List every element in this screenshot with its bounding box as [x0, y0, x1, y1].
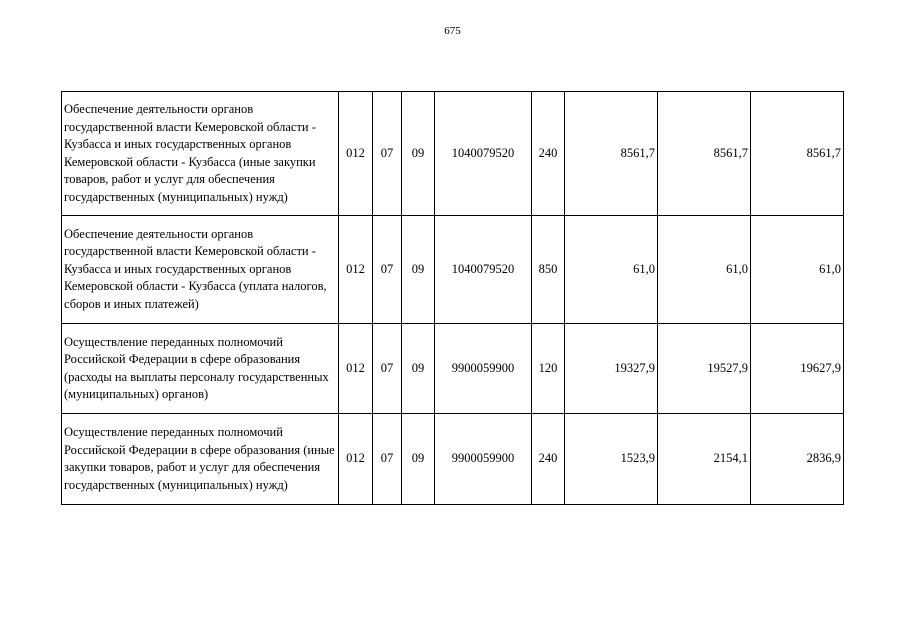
- subsection-code: 09: [402, 414, 435, 505]
- subsection-code: 09: [402, 92, 435, 216]
- amount-year-2: 19527,9: [658, 324, 751, 414]
- row-description: Осуществление переданных полномочий Российской Федерации в сфере образования (иные закупки товаров, работ и услуг для обеспечения государственных (муниципальных) нужд): [62, 414, 339, 505]
- section-code: 07: [373, 414, 402, 505]
- section-code: 07: [373, 216, 402, 324]
- budget-table: [61, 91, 844, 505]
- amount-year-2: 2154,1: [658, 414, 751, 505]
- amount-year-2: 8561,7: [658, 92, 751, 216]
- table-row: [62, 414, 844, 505]
- subsection-code: 09: [402, 216, 435, 324]
- page-number: 675: [444, 25, 461, 37]
- ministry-code: 012: [339, 324, 373, 414]
- amount-year-3: 2836,9: [751, 414, 844, 505]
- section-code: 07: [373, 92, 402, 216]
- amount-year-1: 61,0: [565, 216, 658, 324]
- ministry-code: 012: [339, 216, 373, 324]
- row-description: Осуществление переданных полномочий Российской Федерации в сфере образования (расходы на выплаты персоналу государственных (муниципальных) органов): [62, 324, 339, 414]
- table-row: [62, 324, 844, 414]
- amount-year-1: 19327,9: [565, 324, 658, 414]
- amount-year-3: 19627,9: [751, 324, 844, 414]
- expense-type-code: 120: [532, 324, 565, 414]
- expense-type-code: 240: [532, 414, 565, 505]
- amount-year-1: 8561,7: [565, 92, 658, 216]
- row-description: Обеспечение деятельности органов государственной власти Кемеровской области - Кузбасса и иных государственных органов Кемеровской области - Кузбасса (уплата налогов, сборов и иных платежей): [62, 216, 339, 324]
- amount-year-1: 1523,9: [565, 414, 658, 505]
- ministry-code: 012: [339, 414, 373, 505]
- amount-year-2: 61,0: [658, 216, 751, 324]
- target-article-code: 9900059900: [435, 324, 532, 414]
- section-code: 07: [373, 324, 402, 414]
- expense-type-code: 850: [532, 216, 565, 324]
- target-article-code: 1040079520: [435, 92, 532, 216]
- target-article-code: 1040079520: [435, 216, 532, 324]
- ministry-code: 012: [339, 92, 373, 216]
- table-row: [62, 216, 844, 324]
- table-row: [62, 92, 844, 216]
- amount-year-3: 61,0: [751, 216, 844, 324]
- expense-type-code: 240: [532, 92, 565, 216]
- row-description: Обеспечение деятельности органов государственной власти Кемеровской области - Кузбасса и иных государственных органов Кемеровской области - Кузбасса (иные закупки товаров, работ и услуг для обеспечения государственных (муниципальных) нужд): [62, 92, 339, 216]
- amount-year-3: 8561,7: [751, 92, 844, 216]
- target-article-code: 9900059900: [435, 414, 532, 505]
- subsection-code: 09: [402, 324, 435, 414]
